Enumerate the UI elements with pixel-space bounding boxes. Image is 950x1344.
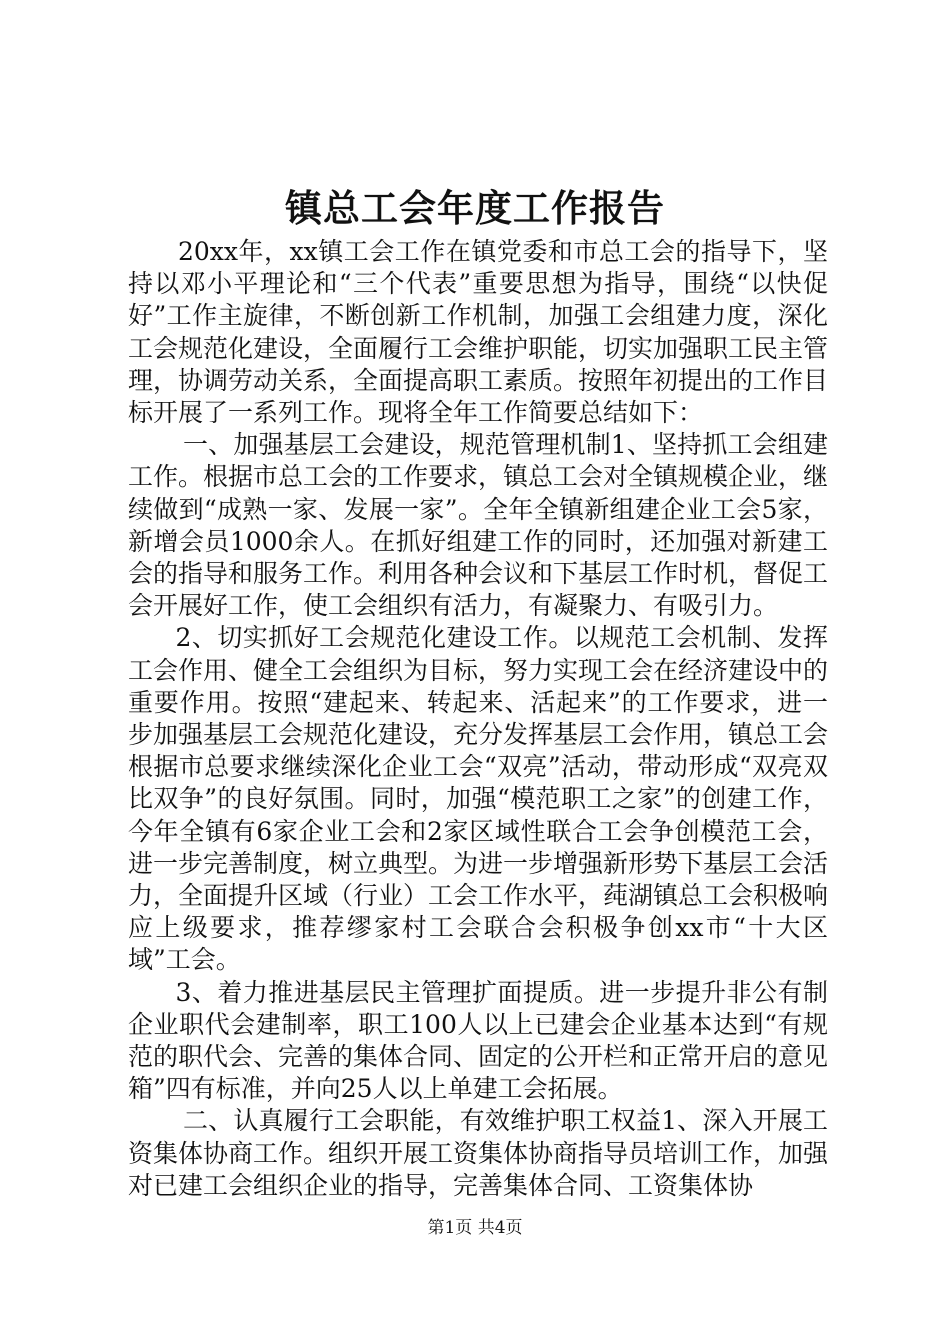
paragraph-section-one: 一、加强基层工会建设，规范管理机制1、坚持抓工会组建工作。根据市总工会的工作要求，镇总工会对全镇规模企业，继续做到“成熟一家、发展一家”。全年全镇新组建企业工会5家，新增会员1000余人。在抓好组建工作的同时，还加强对新建工会的指导和服务工作。利用各种会议和下基层工作时机，督促工会开展好工作，使工会组织有活力，有凝聚力、有吸引力。 — [128, 430, 829, 621]
document-body — [128, 236, 828, 1202]
document-title: 镇总工会年度工作报告 — [285, 186, 665, 230]
paragraph-item-two: 2、切实抓好工会规范化建设工作。以规范工会机制、发挥工会作用、健全工会组织为目标，努力实现工会在经济建设中的重要作用。按照“建起来、转起来、活起来”的工作要求，进一步加强基层工会规范化建设，充分发挥基层工会作用，镇总工会根据市总要求继续深化企业工会“双亮”活动，带动形成“双亮双比双争”的良好氛围。同时，加强“模范职工之家”的创建工作，今年全镇有6家企业工会和2家区域性联合工会争创模范工会，进一步完善制度，树立典型。为进一步增强新形势下基层工会活力，全面提升区域（行业）工会工作水平，莼湖镇总工会积极响应上级要求，推荐缪家村工会联合会积极争创xx市“十大区域”工会。 — [128, 623, 829, 975]
paragraph-item-three: 3、着力推进基层民主管理扩面提质。进一步提升非公有制企业职代会建制率，职工100人以上已建会企业基本达到“有规范的职代会、完善的集体合同、固定的公开栏和正常开启的意见箱”四有标准，并向25人以上单建工会拓展。 — [128, 977, 829, 1104]
paragraph-section-two: 二、认真履行工会职能，有效维护职工权益1、深入开展工资集体协商工作。组织开展工资集体协商指导员培训工作，加强对已建工会组织企业的指导，完善集体合同、工资集体协 — [128, 1106, 829, 1200]
paragraph-intro: 20xx年，xx镇工会工作在镇党委和市总工会的指导下，坚持以邓小平理论和“三个代表”重要思想为指导，围绕“以快促好”工作主旋律，不断创新工作机制，加强工会组建力度，深化工会规范化建设，全面履行工会维护职能，切实加强职工民主管理，协调劳动关系，全面提高职工素质。按照年初提出的工作目标开展了一系列工作。现将全年工作简要总结如下： — [128, 237, 829, 428]
page-footer: 第1页 共4页 — [427, 1218, 523, 1238]
